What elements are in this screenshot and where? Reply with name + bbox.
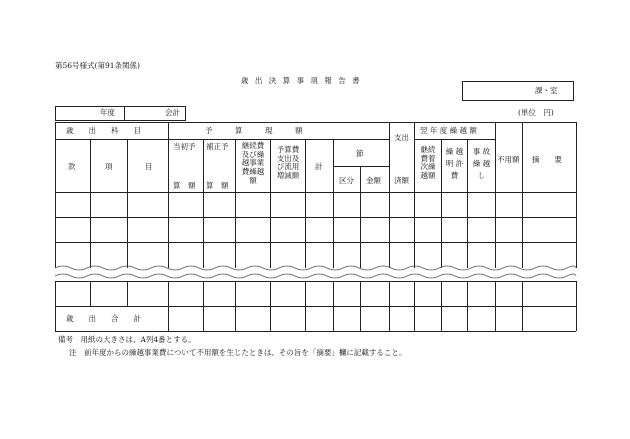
header-budget-current: 予 算 現 額 [205, 126, 303, 135]
header-continuing-carryover: 継続費 及び繰 越事業 費繰越 額 [241, 141, 265, 185]
header-unused: 不用額 [497, 155, 520, 164]
unit-label: (単位 円) [518, 108, 554, 117]
header-continuing-expense: 継続 費着 次繰 越額 [420, 145, 436, 180]
header-accident-carryover: 事 故 繰 越 し [472, 147, 491, 180]
header-expenditure-top: 支出 [394, 133, 409, 142]
header-division: 区分 [339, 176, 354, 185]
form-number: 第56号様式(第91条関係) [55, 61, 140, 70]
header-total: 計 [315, 162, 323, 171]
note-2: 注 前年度からの繰越事業費について不用額を生じたときは、その旨を「摘要」欄に記載すること。 [69, 348, 407, 357]
year-label: 年度 [100, 108, 115, 117]
header-moku: 目 [145, 162, 153, 171]
header-remarks: 摘 要 [532, 155, 562, 164]
header-kou: 項 [105, 162, 113, 171]
account-label: 会計 [165, 108, 180, 117]
form-title: 歳 出 決 算 事 項 報 告 書 [241, 76, 362, 85]
header-expenditure-bottom: 済額 [394, 176, 409, 185]
header-initial-bottom: 算 額 [173, 181, 196, 190]
header-reserve-diversion: 予算費 支出及 び流用 増減額 [276, 145, 300, 180]
header-setsu: 節 [356, 149, 364, 158]
note-1: 備考 用紙の大きさは、A列4番とする。 [58, 335, 196, 344]
header-explicit-carryover: 繰 越 明 許 費 [445, 147, 464, 180]
header-next-year-carryover: 翌 年 度 繰 越 額 [420, 126, 477, 135]
expenditure-total-label: 歳 出 合 計 [66, 314, 141, 323]
header-amount: 金額 [366, 176, 381, 185]
header-initial-top: 当初予 [173, 142, 196, 151]
dept-label: 課・室 [535, 86, 558, 95]
header-expenditure-subject: 歳 出 科 目 [66, 126, 141, 135]
header-supp-bottom: 算 額 [206, 181, 229, 190]
header-supp-top: 補正予 [206, 142, 229, 151]
header-kan: 款 [68, 162, 76, 171]
